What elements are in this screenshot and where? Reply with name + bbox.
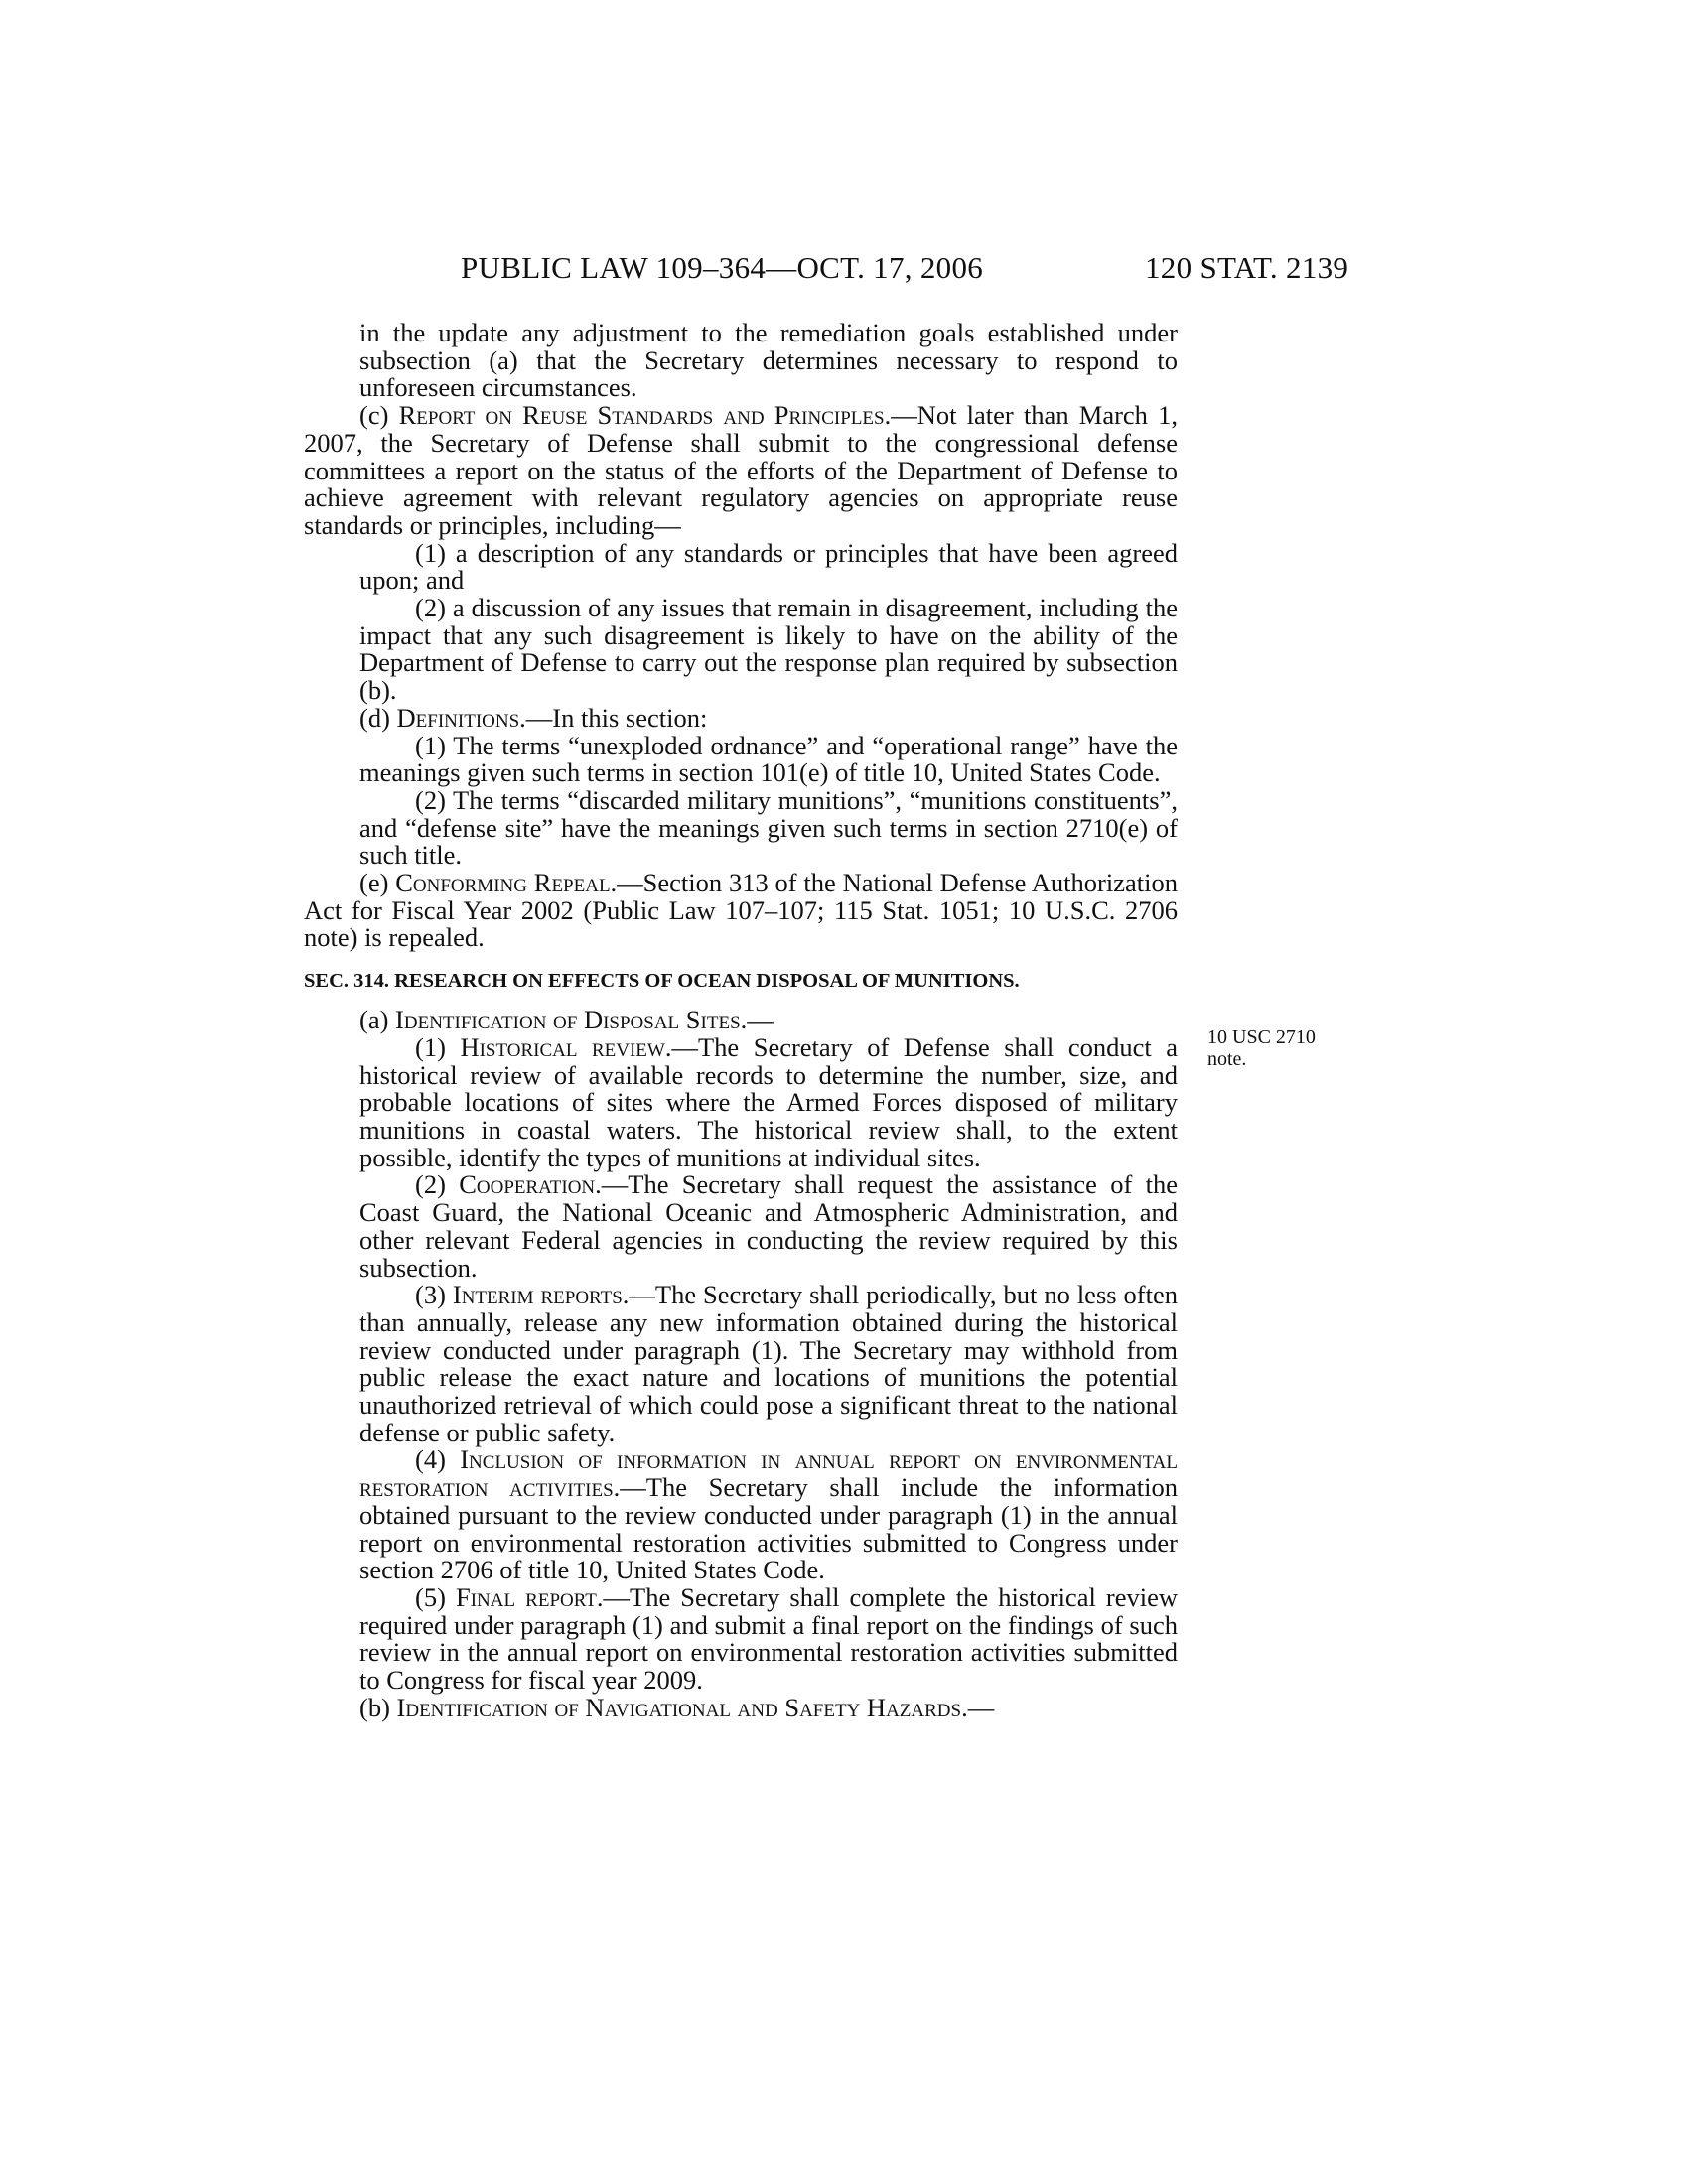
paragraph-d2: (2) The terms “discarded military munitions”, “munitions constituents”, and “defense site” have the meanings given such terms in section 2710(e) of such title. [359, 784, 1178, 871]
paragraph-heading: Historical review [460, 1031, 665, 1062]
subsection-text: .—Not later than March 1, 2007, the Secretary of Defense shall submit to the congressional defense committees a report on the status of the efforts of the Department of Defense to achieve agreement with relevant regulatory agencies on appropriate reuse standards or principles, including— [304, 400, 1178, 540]
subsection-heading: Conforming Repeal [395, 868, 611, 898]
subsection-d [304, 702, 1178, 733]
paragraph-label: (2) [415, 1169, 460, 1200]
paragraph-text: .—The Secretary shall include the information obtained pursuant to the review conducted under paragraph (1) in the annual report on environmental restoration activities submitted to Congress under section 2706 of title 10, United States Code. [359, 1472, 1178, 1585]
subsection-text: .—Section 313 of the National Defense Authorization Act for Fiscal Year 2002 (Public Law 107–107; 115 Stat. 1051; 10 U.S.C. 2706 note) is repealed. [304, 868, 1178, 953]
paragraph-text: .—The Secretary of Defense shall conduct a historical review of available records to determine the number, size, and probable locations of sites where the Armed Forces disposed of military munitions in coastal waters. The historical review shall, to the extent possible, identify the types of munitions at individual sites. [359, 1031, 1178, 1172]
subsection-heading: Definitions [396, 702, 520, 733]
paragraph-a3 [304, 1282, 1178, 1446]
paragraph-a2 [304, 1171, 1178, 1282]
margin-note-line: 10 USC 2710 [1207, 1026, 1316, 1048]
paragraph: in the update any adjustment to the remediation goals established under subsection (a) that the Secretary determines necessary to respond to unforeseen circumstances. [359, 318, 1178, 403]
paragraph-label: (1) [415, 1031, 461, 1062]
paragraph-a4 [304, 1446, 1178, 1584]
subsection-label: (e) [359, 868, 396, 898]
paragraph-text: .—The Secretary shall request the assistance of the Coast Guard, the National Oceanic and Atmospheric Administration, and other relevant Federal agencies in conducting the review required by this subsection. [359, 1169, 1178, 1283]
subsection-label: (a) [359, 1005, 396, 1035]
paragraph-c1: (1) a description of any standards or principles that have been agreed upon; and [359, 537, 1178, 596]
paragraph-c2: (2) a discussion of any issues that remain in disagreement, including the impact that any such disagreement is likely to have on the ability of the Department of Defense to carry out the response plan required by subsection (b). [359, 593, 1178, 706]
paragraph-text: .—The Secretary shall complete the historical review required under paragraph (1) and submit a final report on the findings of such review in the annual report on environmental restoration activities submitted to Congress for fiscal year 2009. [359, 1581, 1178, 1696]
margin-note-line: note. [1207, 1048, 1247, 1070]
subsection-heading: Identification of Disposal Sites [395, 1005, 741, 1035]
paragraph-heading: Cooperation [459, 1169, 596, 1200]
paragraph-heading: Inclusion of information in annual report on environmental restoration activities [359, 1444, 1178, 1503]
paragraph-text: .—The Secretary shall periodically, but no less often than annually, release any new information obtained during the historical review conducted under paragraph (1). The Secretary may withhold from public release the exact nature and locations of munitions the potential unauthorized retrieval of which could pose a significant threat to the national defense or public safety. [359, 1280, 1178, 1447]
paragraph-heading: Final report [455, 1581, 597, 1612]
subsection-c [304, 402, 1178, 540]
header-stat-citation: 120 STAT. 2139 [1145, 250, 1349, 285]
section-heading: SEC. 314. RESEARCH ON EFFECTS OF OCEAN DISPOSAL OF MUNITIONS. [304, 970, 1020, 993]
paragraph-a1 [304, 1031, 1178, 1172]
subsection-label: (d) [359, 702, 397, 733]
subsection-a [304, 1007, 1178, 1034]
paragraph-label: (3) [415, 1280, 453, 1310]
subsection-text: .— [961, 1692, 995, 1722]
header-title: PUBLIC LAW 109–364—OCT. 17, 2006 [461, 250, 984, 285]
paragraph-d1: (1) The terms “unexploded ordnance” and “operational range” have the meanings given such terms in section 101(e) of title 10, United States Code. [359, 730, 1178, 788]
paragraph-label: (4) [415, 1444, 461, 1475]
paragraph-a5 [304, 1581, 1178, 1696]
subsection-b [304, 1692, 1178, 1722]
paragraph-label: (5) [415, 1581, 456, 1612]
subsection-label: (c) [359, 400, 399, 431]
subsection-heading: Report on Reuse Standards and Principles [398, 400, 885, 431]
subsection-text: .— [740, 1005, 774, 1035]
subsection-text: .—In this section: [519, 702, 708, 733]
paragraph-heading: Interim reports [452, 1280, 623, 1310]
subsection-e [304, 870, 1178, 952]
subsection-heading: Identification of Navigational and Safety Hazards [396, 1692, 962, 1722]
page-header [0, 250, 1688, 290]
margin-note [1207, 1026, 1346, 1070]
subsection-label: (b) [359, 1692, 397, 1722]
body-text [304, 320, 1178, 1721]
